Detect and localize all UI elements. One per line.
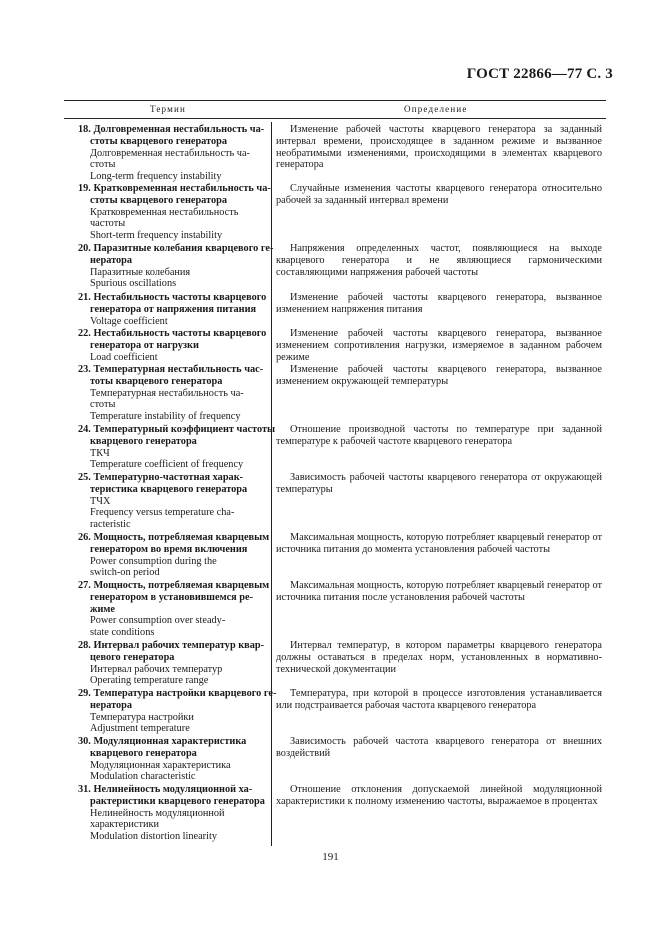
document-reference: ГОСТ 22866—77 С. 3 [466,66,613,82]
term-entry-21 [78,292,266,327]
term-english-line: Spurious oscillations [90,278,177,290]
definition-26: Максимальная мощность, которую потребляет кварцевый генератор от источника питания до момента установления рабочей частоты [276,532,602,555]
term-title-line: 30. Модуляционная характеристика [78,736,247,747]
term-synonym-line: стоты [90,399,116,411]
term-synonym-line: Паразитные колебания [90,266,191,278]
term-title-line: 18. Долговременная нестабильность ча- [78,124,265,135]
term-entry-22 [78,328,266,363]
term-synonym-line: стоты [90,159,116,171]
term-english-line: Temperature instability of frequency [90,411,241,423]
term-entry-31 [78,784,266,843]
term-english-line: Temperature coefficient of frequency [90,459,244,471]
definition-23: Изменение рабочей частоты кварцевого генератора, вызванное изменением окружающей температуры [276,364,602,387]
definition-22: Изменение рабочей частоты кварцевого генератора, вызванное изменением сопротивления нагрузки, измеряемое в заданном рабочем режиме [276,328,602,363]
term-title-line: генератора от нагрузки [90,339,199,351]
term-title-line: 21. Нестабильность частоты кварцевого [78,292,267,303]
term-entry-18 [78,124,266,183]
term-title-line: 25. Температурно-частотная харак- [78,472,244,483]
term-title-line: нератора [90,254,133,266]
term-abbreviation-line: ТЧХ [90,495,111,507]
term-title-line: 29. Температура настройки кварцевого ге- [78,688,277,699]
term-english-line: racteristic [90,519,131,531]
definition-28: Интервал температур, в котором параметры кварцевого генератора должны оставаться в пределах норм, установленных в нормативно-технической документации [276,640,602,675]
term-synonym-line: Интервал рабочих температур [90,663,223,675]
term-title-line: 22. Нестабильность частоты кварцевого [78,328,267,339]
term-entry-20 [78,243,274,290]
page-number: 191 [322,851,339,863]
term-title-line: 31. Нелинейность модуляционной ха- [78,784,253,795]
definition-27: Максимальная мощность, которую потребляет кварцевый генератор от источника питания после установления рабочей частоты [276,580,602,603]
definition-25: Зависимость рабочей частоты кварцевого генератора от окружающей температуры [276,472,602,495]
column-header-term: Термин [150,104,187,114]
term-english-line: state conditions [90,627,155,639]
term-english-line: Short-term frequency instability [90,230,223,242]
term-title-line: стоты кварцевого генератора [90,135,227,147]
term-english-line: Power consumption over steady- [90,615,226,627]
term-synonym-line: характеристики [90,819,159,831]
term-entry-25 [78,472,266,531]
term-english-line: Operating temperature range [90,675,209,687]
term-synonym-line: Модуляционная характеристика [90,759,231,771]
term-title-line: жиме [90,603,115,615]
term-english-line: Adjustment temperature [90,723,190,735]
definition-24: Отношение производной частоты по температуре при заданной температуре к рабочей частоте кварцевого генератора [276,424,602,447]
term-english-line: Modulation characteristic [90,771,196,783]
table-header-rule [64,118,606,119]
term-abbreviation-line: ТКЧ [90,447,110,459]
definition-30: Зависимость рабочей частота кварцевого генератора от внешних воздействий [276,736,602,759]
term-title-line: 27. Мощность, потребляемая кварцевым [78,580,270,591]
term-title-line: 23. Температурная нестабильность час- [78,364,264,375]
term-english-line: Load coefficient [90,351,158,363]
definition-20: Напряжения определенных частот, появляющиеся на выходе кварцевого генератора и не являющиеся гармоническими составляющими напряжения рабочей частоты [276,243,602,278]
definition-21: Изменение рабочей частоты кварцевого генератора, вызванное изменением напряжения питания [276,292,602,315]
term-title-line: цевого генератора [90,651,175,663]
table-top-rule [64,100,606,101]
term-entry-23 [78,364,266,423]
term-title-line: 19. Кратковременная нестабильность ча- [78,183,271,194]
definition-31: Отношение отклонения допускаемой линейной модуляционной характеристики к полному изменению частоты, выражаемое в процентах [276,784,602,807]
term-title-line: теристика кварцевого генератора [90,483,248,495]
term-entry-27 [78,580,270,639]
term-synonym-line: Нелинейность модуляционной [90,807,225,819]
term-english-line: Voltage coefficient [90,315,168,327]
term-entry-28 [78,640,266,687]
term-synonym-line: Температура настройки [90,711,194,723]
term-title-line: 24. Температурный коэффициент частоты [78,424,276,435]
term-entry-29 [78,688,277,735]
term-english-line: Power consumption during the [90,555,217,567]
term-entry-26 [78,532,270,579]
term-entry-30 [78,736,266,783]
term-title-line: тоты кварцевого генератора [90,375,223,387]
term-title-line: нератора [90,699,133,711]
term-synonym-line: Долговременная нестабильность ча- [90,147,250,159]
term-title-line: 26. Мощность, потребляемая кварцевым [78,532,270,543]
term-title-line: кварцевого генератора [90,435,197,447]
term-title-line: 28. Интервал рабочих температур квар- [78,640,265,651]
definition-19: Случайные изменения частоты кварцевого генератора относительно рабочей за заданный интервал времени [276,183,602,206]
column-header-definition: Определение [404,104,468,114]
definition-18: Изменение рабочей частоты кварцевого генератора за заданный интервал времени, происходящее в заданном режиме и вызванное необратимыми изменениями, происходящими в элементах кварцевого генератора [276,124,602,171]
term-title-line: рактеристики кварцевого генератора [90,795,265,807]
term-synonym-line: Кратковременная нестабильность [90,206,239,218]
term-title-line: кварцевого генератора [90,747,197,759]
term-entry-19 [78,183,271,242]
definition-29: Температура, при которой в процессе изготовления устанавливается или подстраивается рабочая частота кварцевого генератора [276,688,602,711]
term-title-line: генератора от напряжения питания [90,303,257,315]
column-divider [271,122,272,846]
term-title-line: стоты кварцевого генератора [90,194,227,206]
term-english-line: Long-term frequency instability [90,171,222,183]
term-english-line: switch-on period [90,567,160,579]
term-title-line: 20. Паразитные колебания кварцевого ге- [78,243,274,254]
term-title-line: генератором в установившемся ре- [90,591,254,603]
term-entry-24 [78,424,276,471]
term-synonym-line: частоты [90,218,126,230]
term-title-line: генератором во время включения [90,543,248,555]
term-english-line: Frequency versus temperature cha- [90,507,235,519]
term-synonym-line: Температурная нестабильность ча- [90,387,244,399]
term-english-line: Modulation distortion linearity [90,831,217,843]
